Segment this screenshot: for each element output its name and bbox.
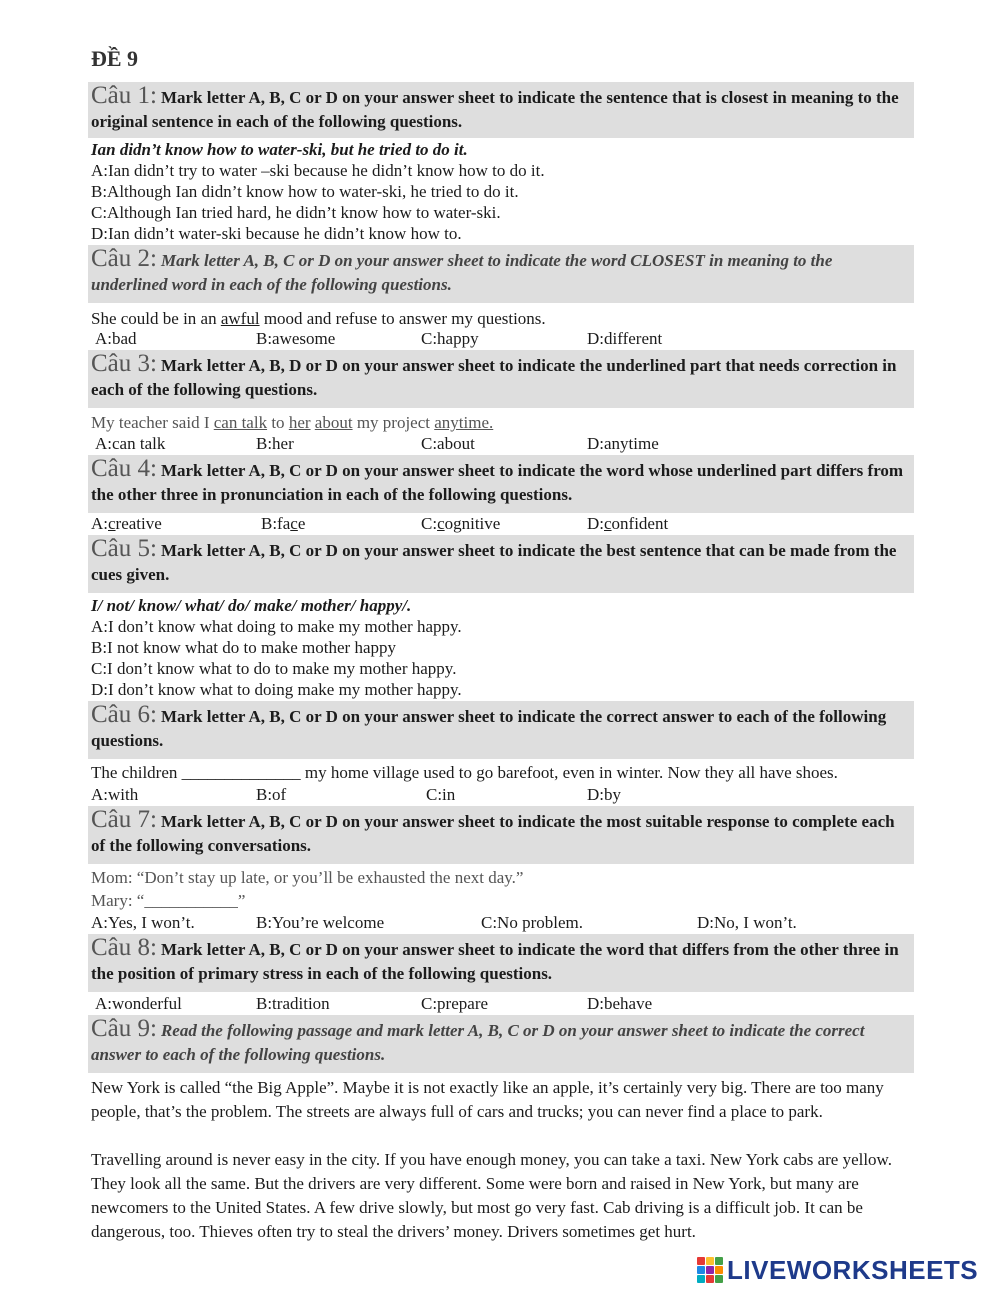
liveworksheets-logo bbox=[697, 1256, 978, 1284]
question-2-header bbox=[88, 245, 914, 303]
question-sentence: The children ______________ my home village used to go barefoot, even in winter. Now they all have shoes. bbox=[91, 763, 838, 782]
option-c[interactable]: C:about bbox=[421, 434, 475, 453]
question-label: Câu 7: bbox=[91, 806, 157, 833]
logo-block bbox=[715, 1257, 723, 1265]
dialogue-line-mom: Mom: “Don’t stay up late, or you’ll be exhausted the next day.” bbox=[91, 868, 524, 887]
question-instruction: Mark letter A, B, C or D on your answer sheet to indicate the best sentence that can be made from the cues given. bbox=[91, 541, 897, 584]
question-instruction: Mark letter A, B, C or D on your answer sheet to indicate the word CLOSEST in meaning to the underlined word in each of the following questions. bbox=[91, 251, 833, 294]
question-label: Câu 4: bbox=[91, 455, 157, 482]
question-5-header bbox=[88, 535, 914, 593]
question-instruction: Mark letter A, B, C or D on your answer sheet to indicate the sentence that is closest in meaning to the original sentence in each of the following questions. bbox=[91, 88, 899, 131]
underlined-part-d: anytime. bbox=[434, 413, 494, 432]
option-d[interactable]: D:Ian didn’t water-ski because he didn’t know how to. bbox=[91, 224, 462, 243]
option-b[interactable]: B:of bbox=[256, 785, 287, 804]
question-3-header bbox=[88, 350, 914, 408]
question-label: Câu 1: bbox=[91, 82, 157, 109]
question-label: Câu 5: bbox=[91, 535, 157, 562]
question-label: Câu 6: bbox=[91, 701, 157, 728]
question-sentence: My teacher said I can talk to her about my project anytime. bbox=[91, 413, 494, 432]
option-d[interactable]: D:by bbox=[587, 785, 621, 804]
option-b[interactable]: B:Although Ian didn’t know how to water-ski, he tried to do it. bbox=[91, 182, 519, 201]
passage-paragraph-2: Travelling around is never easy in the city. If you have enough money, you can take a taxi. New York cabs are yellow. They look all the same. But the drivers are very different. Some were born and raised in New York, but many are newcomers to the United States. A few drive slowly, but most go very fast. Cab driving is a difficult job. It can be dangerous, too. Thieves often try to steal the drivers’ money. Drivers sometimes get hurt. bbox=[91, 1150, 892, 1241]
option-d[interactable]: D:confident bbox=[587, 514, 669, 533]
dialogue-line-mary: Mary: “___________” bbox=[91, 891, 246, 910]
logo-block bbox=[706, 1257, 714, 1265]
option-a[interactable]: A:bad bbox=[95, 329, 137, 348]
option-c[interactable]: C:Although Ian tried hard, he didn’t know how to water-ski. bbox=[91, 203, 501, 222]
question-1-header bbox=[88, 82, 914, 138]
option-d[interactable]: D:I don’t know what to doing make my mother happy. bbox=[91, 680, 462, 699]
question-instruction: Read the following passage and mark letter A, B, C or D on your answer sheet to indicate the correct answer to each of the following questions. bbox=[91, 1021, 865, 1064]
option-b[interactable]: B:You’re welcome bbox=[256, 913, 385, 932]
option-d[interactable]: D:anytime bbox=[587, 434, 659, 453]
option-a[interactable]: A:I don’t know what doing to make my mother happy. bbox=[91, 617, 462, 636]
question-9-header bbox=[88, 1015, 914, 1073]
logo-block bbox=[697, 1275, 705, 1283]
option-b[interactable]: B:her bbox=[256, 434, 294, 453]
option-c[interactable]: C:prepare bbox=[421, 994, 489, 1013]
logo-block bbox=[715, 1266, 723, 1274]
underlined-part-c: about bbox=[314, 413, 353, 432]
option-c[interactable]: C:happy bbox=[421, 329, 479, 348]
question-sentence: She could be in an awful mood and refuse to answer my questions. bbox=[91, 309, 546, 328]
question-4-header bbox=[88, 455, 914, 513]
question-instruction: Mark letter A, B, C or D on your answer sheet to indicate the word whose underlined part differs from the other three in pronunciation in each of the following questions. bbox=[91, 461, 904, 504]
option-b[interactable]: B:I not know what do to make mother happy bbox=[91, 638, 397, 657]
question-6-header bbox=[88, 701, 914, 759]
logo-block bbox=[697, 1257, 705, 1265]
passage-paragraph-1: New York is called “the Big Apple”. Maybe it is not exactly like an apple, it’s certainly very big. There are too many people, that’s the problem. The streets are always full of cars and trucks; you can never find a place to park. bbox=[91, 1078, 884, 1121]
question-instruction: Mark letter A, B, C or D on your answer sheet to indicate the correct answer to each of the following questions. bbox=[91, 707, 887, 750]
option-b[interactable]: B:tradition bbox=[256, 994, 330, 1013]
option-b[interactable]: B:face bbox=[261, 514, 306, 533]
page-title: ĐỀ 9 bbox=[91, 46, 139, 71]
option-a[interactable]: A:Yes, I won’t. bbox=[91, 913, 195, 932]
option-a[interactable]: A:Ian didn’t try to water –ski because he didn’t know how to do it. bbox=[91, 161, 545, 180]
question-7-header bbox=[88, 806, 914, 864]
option-a[interactable]: A:with bbox=[91, 785, 139, 804]
option-c[interactable]: C:No problem. bbox=[481, 913, 583, 932]
question-label: Câu 3: bbox=[91, 350, 157, 377]
option-a[interactable]: A:can talk bbox=[95, 434, 166, 453]
logo-block bbox=[697, 1266, 705, 1274]
question-label: Câu 2: bbox=[91, 245, 157, 272]
underlined-word: awful bbox=[220, 309, 260, 328]
question-instruction: Mark letter A, B, C or D on your answer sheet to indicate the word that differs from the other three in the position of primary stress in each of the following questions. bbox=[91, 940, 899, 983]
option-c[interactable]: C:in bbox=[426, 785, 456, 804]
logo-block bbox=[715, 1275, 723, 1283]
underlined-part-a: can talk bbox=[213, 413, 268, 432]
question-instruction: Mark letter A, B, C or D on your answer sheet to indicate the most suitable response to complete each of the following conversations. bbox=[91, 812, 895, 855]
option-c[interactable]: C:cognitive bbox=[421, 514, 501, 533]
underlined-part-b: her bbox=[288, 413, 311, 432]
option-a[interactable]: A:wonderful bbox=[95, 994, 182, 1013]
question-instruction: Mark letter A, B, D or D on your answer sheet to indicate the underlined part that needs correction in each of the following questions. bbox=[91, 356, 897, 399]
question-label: Câu 8: bbox=[91, 934, 157, 961]
option-b[interactable]: B:awesome bbox=[256, 329, 336, 348]
option-c[interactable]: C:I don’t know what to do to make my mother happy. bbox=[91, 659, 457, 678]
option-d[interactable]: D:behave bbox=[587, 994, 653, 1013]
logo-text: LIVEWORKSHEETS bbox=[727, 1254, 979, 1285]
option-d[interactable]: D:No, I won’t. bbox=[697, 913, 797, 932]
option-d[interactable]: D:different bbox=[587, 329, 663, 348]
question-stem: I/ not/ know/ what/ do/ make/ mother/ happy/. bbox=[91, 596, 412, 615]
question-stem: Ian didn’t know how to water-ski, but he tried to do it. bbox=[91, 140, 468, 159]
question-label: Câu 9: bbox=[91, 1015, 157, 1042]
question-8-header bbox=[88, 934, 914, 992]
option-a[interactable]: A:creative bbox=[91, 514, 162, 533]
logo-block bbox=[706, 1275, 714, 1283]
logo-blocks-icon bbox=[697, 1257, 723, 1283]
logo-block bbox=[706, 1266, 714, 1274]
